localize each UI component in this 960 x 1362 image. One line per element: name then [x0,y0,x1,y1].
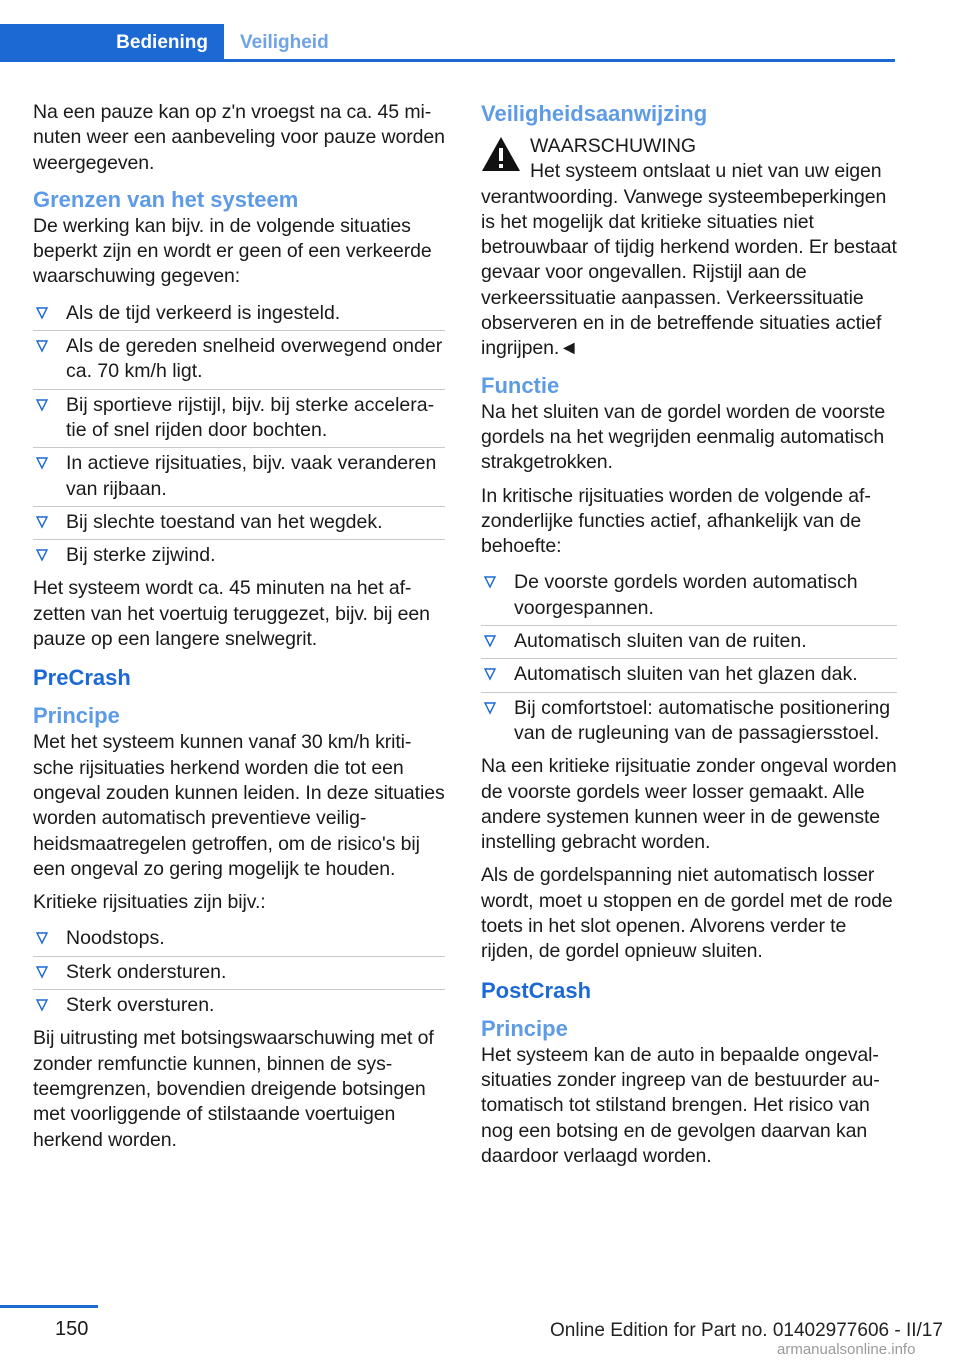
list-item [481,693,897,751]
triangle-bullet-icon [483,634,497,648]
list-item-text: Sterk oversturen. [66,994,215,1017]
list-item [33,540,445,572]
after-text: Na een kritieke rijsituatie zonder ongeval worden de voorste gordels weer losser gemaakt. Alle andere systemen kunnen weer in de gewenste instelling gebracht worden. [481,755,897,854]
header-tabbar [0,24,895,62]
triangle-bullet-icon [35,548,49,562]
triangle-bullet-icon [35,931,49,945]
list-item [33,923,445,956]
critical-list [33,923,445,1022]
list-item [33,957,445,990]
critical-intro: Kritieke rijsituaties zijn bijv.: [33,891,266,914]
page-number: 150 [55,1318,89,1340]
triangle-bullet-icon [35,515,49,529]
collision-text: Bij uitrusting met botsingswaarschuwing met of zonder remfunctie kunnen, binnen de systeemgrenzen, bovendien dreigende botsingen met voorliggende of stilstaande voertuigen herkend worden. [33,1027,434,1151]
edition-text: Online Edition for Part no. 01402977606 - II/17 [550,1320,943,1341]
list-item-text: Bij sportieve rijstijl, bijv. bij sterke acceleratie of snel rijden door bochten. [66,393,435,441]
triangle-bullet-icon [35,339,49,353]
tab-veiligheid[interactable]: Veiligheid [240,32,329,53]
list-item-text: In actieve rijsituaties, bijv. vaak veranderen van rijbaan. [66,452,437,500]
list-item-text: Als de tijd verkeerd is ingesteld. [66,301,341,324]
list-item-text: Bij slechte toestand van het wegdek. [66,510,383,533]
footer-accent-line [0,1305,98,1308]
list-item [33,390,445,449]
limits-list [33,298,445,573]
function-text: Na het sluiten van de gordel worden de voorste gordels na het wegrijden eenmalig automatisch strakgetrokken. [481,400,886,474]
warning-title: WAARSCHUWING [530,135,697,157]
watermark: armanualsonline.info [777,1341,916,1358]
triangle-bullet-icon [35,456,49,470]
reset-text: Het systeem wordt ca. 45 minuten na het afzetten van het voertuig teruggezet, bijv. bij een pauze op een langere snelwegrit. [33,577,430,651]
triangle-bullet-icon [35,965,49,979]
list-item [481,567,897,626]
tension-text: Als de gordelspanning niet automatisch losser wordt, moet u stoppen en de gordel met de rode toets in het slot openen. Alvorens verder te rijden, de gordel opnieuw sluiten. [481,864,893,963]
safety-heading: Veiligheidsaanwijzing [481,101,708,126]
list-item-text: Noodstops. [66,927,165,950]
triangle-bullet-icon [35,998,49,1012]
triangle-bullet-icon [35,398,49,412]
left-column [33,100,445,1161]
list-item [33,331,445,390]
function-heading: Functie [481,372,560,398]
function-list [481,567,897,750]
principe-text: Met het systeem kunnen vanaf 30 km/h kritische rijsituaties herkend worden die tot een ongeval zouden kunnen leiden. In deze situaties worden automatisch preventieve veiligheidsmaatregelen getroffen, om de risico's bij een ongeval zo gering mogelijk te houden. [33,731,445,880]
list-item [33,990,445,1022]
right-column [481,100,897,1177]
triangle-bullet-icon [483,667,497,681]
list-item-text: Bij comfortstoel: automatische positionering van de rugleuning van de passagiersstoel. [514,696,891,744]
principe-heading: Principe [33,703,120,729]
intro-text: Na een pauze kan op z'n vroegst na ca. 45 minuten weer een aanbeveling voor pauze worden weergegeven. [33,101,445,174]
list-item [33,298,445,331]
post-principe-text: Het systeem kan de auto in bepaalde ongevalsituaties zonder ingreep van de bestuurder automatisch tot stilstand brengen. Het risico van nog een botsing en de gevolgen daarvan kan daardoor verlaagd worden. [481,1043,880,1167]
list-item-text: Als de gereden snelheid overwegend onder ca. 70 km/h ligt. [66,335,443,383]
list-item-text: Automatisch sluiten van de ruiten. [514,630,807,653]
critical-functions-text: In kritische rijsituaties worden de volgende afzonderlijke functies actief, afhankelijk van de behoefte: [481,484,871,558]
triangle-bullet-icon [35,306,49,320]
list-item [33,507,445,540]
triangle-bullet-icon [483,701,497,715]
list-item-text: De voorste gordels worden automatisch voorgespannen. [514,571,858,619]
warning-box [481,134,897,362]
triangle-bullet-icon [483,575,497,589]
limits-text: De werking kan bijv. in de volgende situaties beperkt zijn en wordt er geen of een verkeerde waarschuwing gegeven: [33,214,432,288]
precrash-heading: PreCrash [33,665,131,691]
tab-bediening[interactable]: Bediening [0,24,224,62]
list-item-text: Automatisch sluiten van het glazen dak. [514,663,858,686]
post-principe-heading: Principe [481,1015,568,1041]
postcrash-heading: PostCrash [481,977,592,1003]
list-item [33,448,445,507]
warning-text: Het systeem ontslaat u niet van uw eigen verantwoording. Vanwege systeembeperkingen is het mogelijk dat kritieke situaties niet betrouwbaar of tijdig herkend worden. Er bestaat gevaar voor ongevallen. Rijstijl aan de verkeerssituatie aanpassen. Verkeerssituatie observeren en in de betreffende situaties actief ingrijpen.◄ [481,160,897,360]
list-item [481,659,897,692]
list-item-text: Bij sterke zijwind. [66,544,216,567]
list-item [481,626,897,659]
list-item-text: Sterk ondersturen. [66,960,227,983]
limits-heading: Grenzen van het systeem [33,186,299,212]
warning-triangle-icon [481,136,521,172]
